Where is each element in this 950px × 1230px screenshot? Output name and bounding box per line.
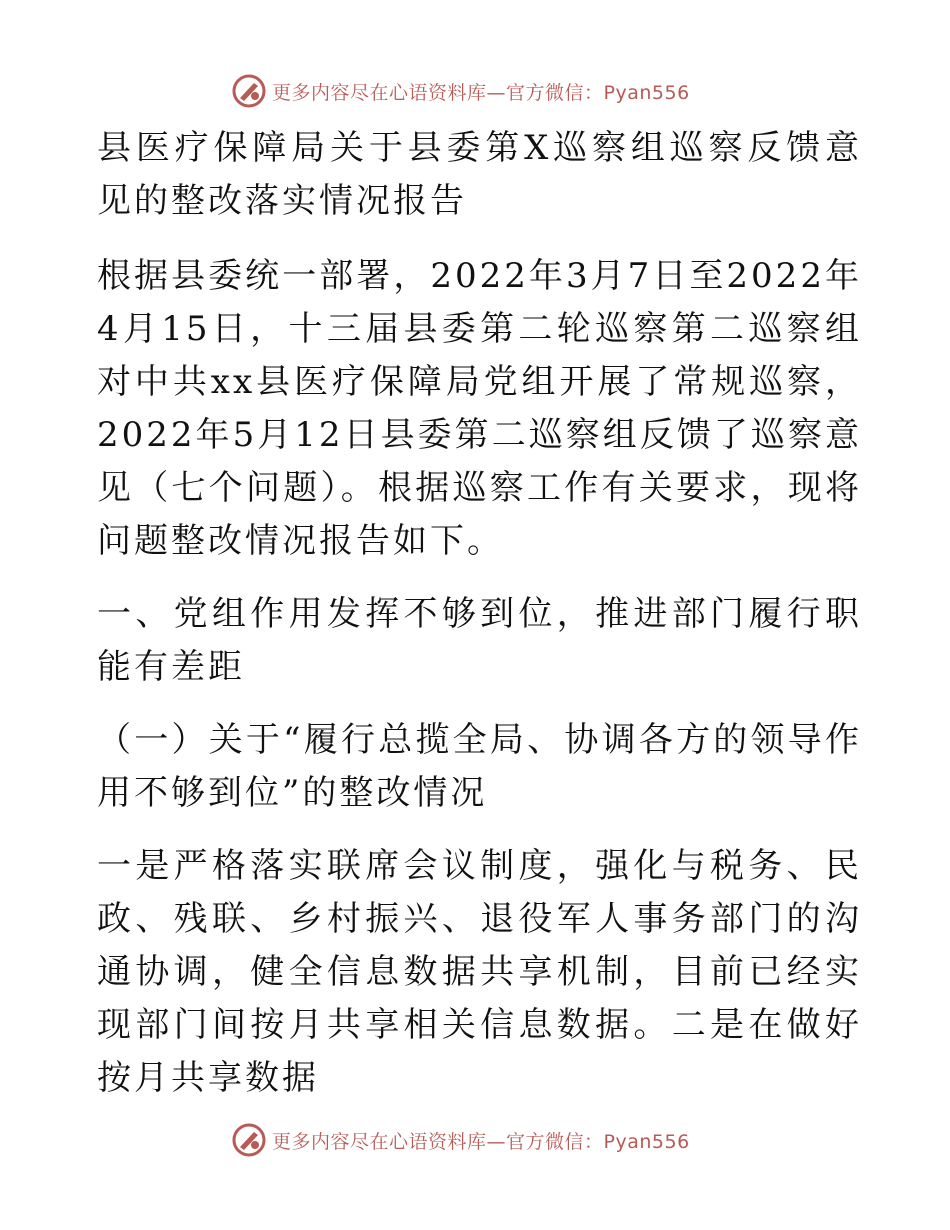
document-body (97, 122, 862, 1105)
section-heading: 一、党组作用发挥不够到位，推进部门履行职能有差距 (97, 594, 862, 687)
subsection-heading: （一）关于“履行总揽全局、协调各方的领导作用不够到位”的整改情况 (97, 720, 862, 813)
watermark-banner-top (232, 71, 690, 111)
document-title: 县医疗保障局关于县委第X巡察组巡察反馈意见的整改落实情况报告 (97, 128, 862, 221)
body-paragraph: 一是严格落实联席会议制度，强化与税务、民政、残联、乡村振兴、退役军人事务部门的沟通协调，健全信息数据共享机制，目前已经实现部门间按月共享相关信息数据。二是在做好按月共享数据 (97, 846, 862, 1098)
watermark-text: 更多内容尽在心语资料库—官方微信：Pyan556 (272, 1130, 690, 1153)
stamp-logo-icon (232, 74, 266, 108)
intro-paragraph: 根据县委统一部署，2022年3月7日至2022年4月15日，十三届县委第二轮巡察第二巡察组对中共xx县医疗保障局党组开展了常规巡察，2022年5月12日县委第二巡察组反馈了巡察意见（七个问题）。根据巡察工作有关要求，现将问题整改情况报告如下。 (97, 256, 862, 561)
stamp-logo-icon (232, 1123, 266, 1157)
watermark-text: 更多内容尽在心语资料库—官方微信：Pyan556 (272, 81, 690, 104)
watermark-banner-bottom (232, 1120, 690, 1160)
